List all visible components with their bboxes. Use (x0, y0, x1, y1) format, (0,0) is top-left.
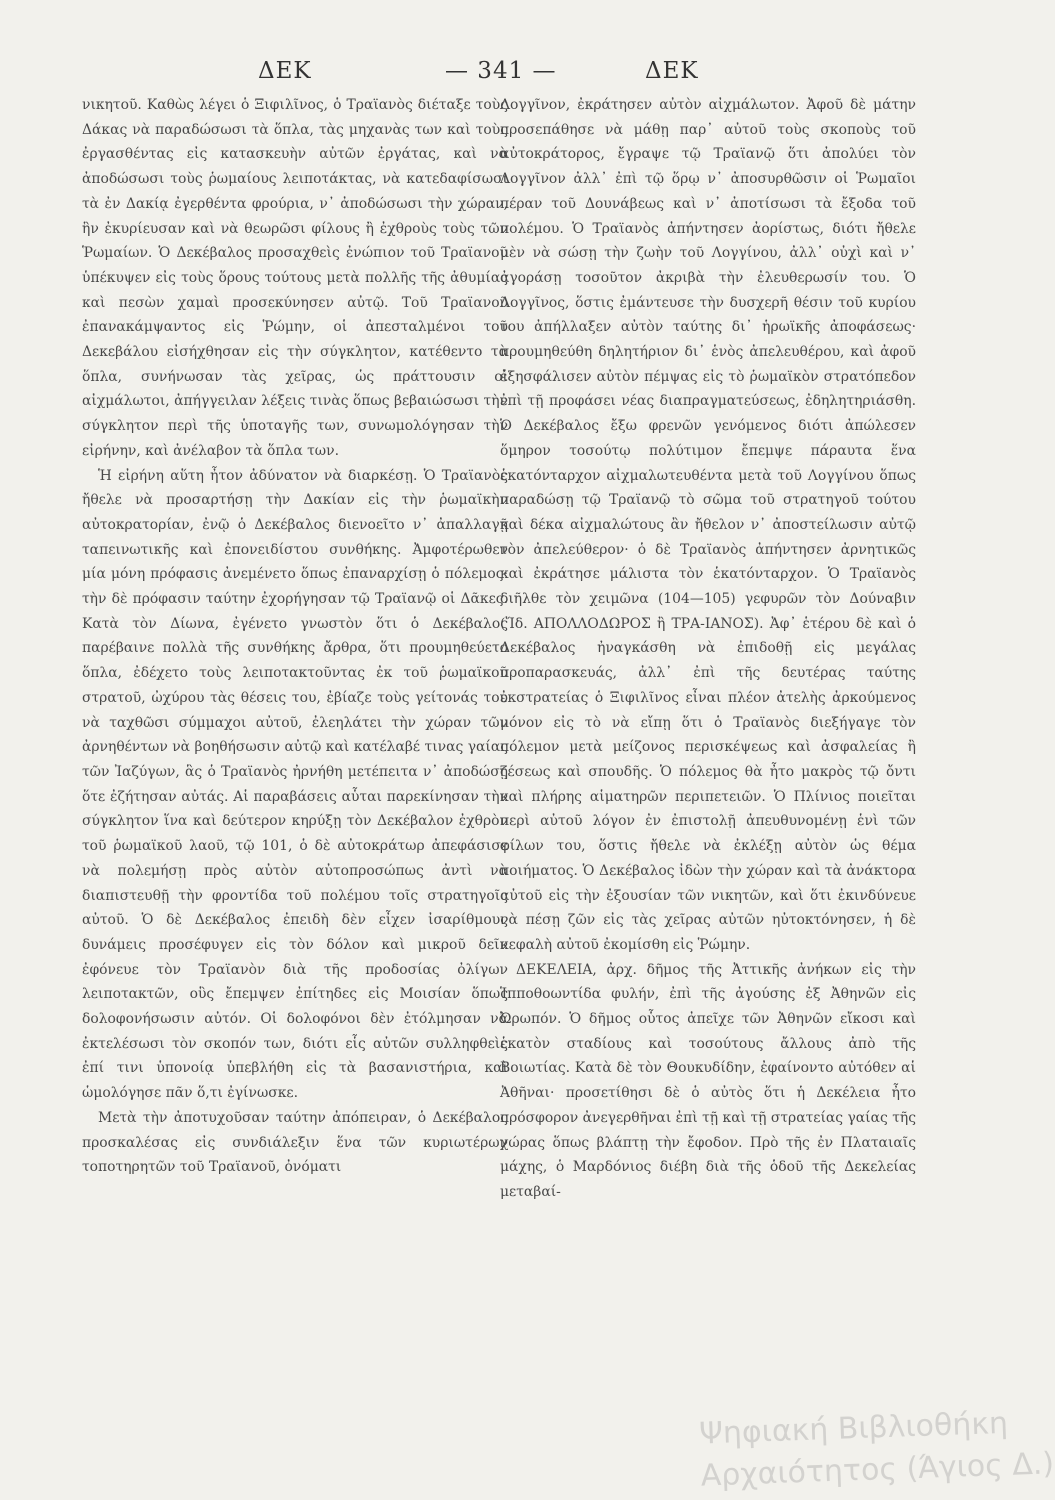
entry-dekeleia: ΔΕΚΕΛΕΙΑ, ἀρχ. δῆμος τῆς Ἀττικῆς ἀνήκων εἰς τὴν Ἱπποθοωντίδα φυλήν, ἐπὶ τῆς ἀγούσης ἐξ Ἀθηνῶν εἰς Ὠρωπόν. Ὁ δῆμος οὗτος ἀπεῖχε τῶν Ἀθηνῶν εἴκοσι καὶ ἑκατὸν σταδίους καὶ τοσούτους ἄλλους ἀπὸ τῆς Βοιωτίας. Κατὰ δὲ τὸν Θουκυδίδην, ἐφαίνοντο αὐτόθεν αἱ Ἀθῆναι· προσετίθησι δὲ ὁ αὐτὸς ὅτι ἡ Δεκέλεια ἦτο πρόσφορον ἀνεγερθῆναι ἐπὶ τῇ καὶ τῇ στρατείας γαίας τῆς χώρας ὅπως βλάπτῃ τὴν ἔφοδον. Πρὸ τῆς ἐν Πλαταιαῖς μάχης, ὁ Μαρδόνιος διέβη διὰ τῆς ὁδοῦ τῆς Δεκελείας μεταβαί- (500, 961, 916, 1200)
right-paragraph-1: Λογγῖνον, ἐκράτησεν αὐτὸν αἰχμάλωτον. Ἀφοῦ δὲ μάτην προσεπάθησε νὰ μάθῃ παρ᾽ αὐτοῦ τοὺς σκοποὺς τοῦ αὐτοκράτορος, ἔγραψε τῷ Τραϊανῷ ὅτι ἀπολύει τὸν Λογγῖνον ἀλλ᾽ ἐπὶ τῷ ὅρῳ ν᾽ ἀποσυρθῶσιν οἱ Ῥωμαῖοι πέραν τοῦ Δουνάβεως καὶ ν᾽ ἀποτίσωσι τὰ ἔξοδα τοῦ πολέμου. Ὁ Τραϊανὸς ἀπήντησεν ἀορίστως, διότι ἤθελε μὲν νὰ σώσῃ τὴν ζωὴν τοῦ Λογγίνου, ἀλλ᾽ οὐχὶ καὶ ν᾽ ἀγοράσῃ τοσοῦτον ἀκριβὰ τὴν ἐλευθερωσίν του. Ὁ Λογγῖνος, ὅστις ἐμάντευσε τὴν δυσχερῆ θέσιν τοῦ κυρίου του ἀπήλλαξεν αὐτὸν ταύτης δι᾽ ἡρωϊκῆς ἀποφάσεως· προυμηθεύθη δηλητήριον δι᾽ ἑνὸς ἀπελευθέρου, καὶ ἀφοῦ ἐξησφάλισεν αὐτὸν πέμψας εἰς τὸ ῥωμαϊκὸν στρατόπεδον ἐπὶ τῇ προφάσει νέας διαπραγματεύσεως, ἐδηλητηριάσθη. Ὁ Δεκέβαλος ἔξω φρενῶν γενόμενος διότι ἀπώλεσεν ὅμηρον τοσούτῳ πολύτιμον ἔπεμψε πάραυτα ἕνα ἑκατόνταρχον αἰχμαλωτευθέντα μετὰ τοῦ Λογγίνου ὅπως παραδώσῃ τῷ Τραϊανῷ τὸ σῶμα τοῦ στρατηγοῦ τούτου καὶ δέκα αἰχμαλώτους ἂν ἤθελον ν᾽ ἀποστείλωσιν αὐτῷ τὸν ἀπελεύθερον· ὁ δὲ Τραϊανὸς ἀπήντησεν ἀρνητικῶς καὶ ἐκράτησε μάλιστα τὸν ἑκατόνταρχον. Ὁ Τραϊανὸς διῆλθε τὸν χειμῶνα (104—105) γεφυρῶν τὸν Δούναβιν (Ἴδ. ΑΠΟΛΛΟΔΩΡΟΣ ἢ ΤΡΑ-ΙΑΝΟΣ). Ἀφ᾽ ἑτέρου δὲ καὶ ὁ Δεκέβαλος ἠναγκάσθη νὰ ἐπιδοθῇ εἰς μεγάλας προπαρασκευάς, ἀλλ᾽ ἐπὶ τῆς δευτέρας ταύτης ἐκστρατείας ὁ Ξιφιλῖνος εἶναι πλέον ἀτελὴς ἀρκούμενος μόνον εἰς τὸ νὰ εἴπῃ ὅτι ὁ Τραϊανὸς διεξήγαγε τὸν πόλεμον μετὰ μείζονος περισκέψεως καὶ ἀσφαλείας ἢ ζέσεως καὶ σπουδῆς. Ὁ πόλεμος θὰ ἦτο μακρὸς τῷ ὄντι καὶ πλήρης αἱματηρῶν περιπετειῶν. Ὁ Πλίνιος ποιεῖται περὶ αὐτοῦ λόγον ἐν ἐπιστολῇ ἀπευθυνομένῃ ἑνὶ τῶν φίλων του, ὅστις ἤθελε νὰ ἐκλέξῃ αὐτὸν ὡς θέμα ποιήματος. Ὁ Δεκέβαλος ἰδὼν τὴν χώραν καὶ τὰ ἀνάκτορα αὐτοῦ εἰς τὴν ἐξουσίαν τῶν νικητῶν, καὶ ὅτι ἐκινδύνευε νὰ πέσῃ ζῶν εἰς τὰς χεῖρας αὐτῶν ηὐτοκτόνησεν, ἡ δὲ κεφαλὴ αὐτοῦ ἐκομίσθη εἰς Ῥώμην. (500, 97, 916, 953)
right-text-column (500, 93, 916, 1205)
header-left-term: ΔΕΚ (258, 58, 312, 84)
left-paragraph-2: Ἡ εἰρήνη αὕτη ἦτον ἀδύνατον νὰ διαρκέσῃ. Ὁ Τραϊανὸς ἤθελε νὰ προσαρτήσῃ τὴν Δακίαν εἰς τὴν ῥωμαϊκὴν αὐτοκρατορίαν, ἐνῷ ὁ Δεκέβαλος διενοεῖτο ν᾽ ἀπαλλαγῇ ταπεινωτικῆς καὶ ἐπονειδίστου συνθήκης. Ἀμφοτέρωθεν μία μόνη πρόφασις ἀνεμένετο ὅπως ἐπαναρχίσῃ ὁ πόλεμος· τὴν δὲ πρόφασιν ταύτην ἐχορήγησαν τῷ Τραϊανῷ οἱ Δᾶκες. Κατὰ τὸν Δίωνα, ἐγένετο γνωστὸν ὅτι ὁ Δεκέβαλος παρέβαινε πολλὰ τῆς συνθήκης ἄρθρα, ὅτι προυμηθεύετο ὅπλα, ἐδέχετο τοὺς λειποτακτοῦντας ἐκ τοῦ ῥωμαϊκοῦ στρατοῦ, ὠχύρου τὰς θέσεις του, ἐβίαζε τοὺς γείτονάς του νὰ ταχθῶσι σύμμαχοι αὐτοῦ, ἐλεηλάτει τὴν χώραν τῶν ἀρνηθέντων νὰ βοηθήσωσιν αὐτῷ καὶ κατέλαβέ τινας γαίας τῶν Ἰαζύγων, ἃς ὁ Τραϊανὸς ἠρνήθη μετέπειτα ν᾽ ἀποδώσῃ ὅτε ἐζήτησαν αὐτάς. Αἱ παραβάσεις αὗται παρεκίνησαν τὴν σύγκλητον ἵνα καὶ δεύτερον κηρύξῃ τὸν Δεκέβαλον ἐχθρὸν τοῦ ῥωμαϊκοῦ λαοῦ, τῷ 101, ὁ δὲ αὐτοκράτωρ ἀπεφάσισε νὰ πολεμήσῃ πρὸς αὐτὸν αὐτοπροσώπως ἀντὶ νὰ διαπιστευθῇ τὴν φροντίδα τοῦ πολέμου τοῖς στρατηγοῖς αὐτοῦ. Ὁ δὲ Δεκέβαλος ἐπειδὴ δὲν εἶχεν ἰσαρίθμους δυνάμεις προσέφυγεν εἰς τὸν δόλον καὶ μικροῦ δεῖν ἐφόνευε τὸν Τραϊανὸν διὰ τῆς προδοσίας ὀλίγων λειποτακτῶν, οὓς ἔπεμψεν ἐπίτηδες εἰς Μοισίαν ὅπως δολοφονήσωσιν αὐτόν. Οἱ δολοφόνοι δὲν ἐτόλμησαν νὰ ἐκτελέσωσι τὸν σκοπόν των, διότι εἷς αὐτῶν συλληφθεὶς ἐπί τινι ὑπονοίᾳ ὑπεβλήθη εἰς τὰ βασανιστήρια, καὶ ὡμολόγησε πᾶν ὅ,τι ἐγίνωσκε. (82, 467, 508, 1102)
left-paragraph-3: Μετὰ τὴν ἀποτυχοῦσαν ταύτην ἀπόπειραν, ὁ Δεκέβαλος προσκαλέσας εἰς συνδιάλεξιν ἕνα τῶν κυριωτέρων τοποτηρητῶν τοῦ Τραϊανοῦ, ὀνόματι (82, 1109, 508, 1176)
left-text-column (82, 93, 508, 1180)
running-header (0, 58, 1004, 94)
left-paragraph-1: νικητοῦ. Καθὼς λέγει ὁ Ξιφιλῖνος, ὁ Τραϊανὸς διέταξε τοὺς Δάκας νὰ παραδώσωσι τὰ ὅπλα, τὰς μηχανὰς των καὶ τοὺς ἐργασθέντας εἰς κατασκευὴν αὐτῶν ἐργάτας, καὶ νὰ ἀποδώσωσι τοὺς ῥωμαίους λειποτάκτας, νὰ κατεδαφίσωσι τὰ ἐν Δακίᾳ ἐγερθέντα φρούρια, ν᾽ ἀποδώσωσι τὴν χώραν, ἣν ἐκυρίευσαν καὶ νὰ θεωρῶσι φίλους ἢ ἐχθροὺς τοὺς τῶν Ῥωμαίων. Ὁ Δεκέβαλος προσαχθεὶς ἐνώπιον τοῦ Τραϊανοῦ ὑπέκυψεν εἰς τοὺς ὅρους τούτους μετὰ πολλῆς τῆς ἀθυμίας καὶ πεσὼν χαμαὶ προσεκύνησεν αὐτῷ. Τοῦ Τραϊανοῦ ἐπανακάμψαντος εἰς Ῥώμην, οἱ ἀπεσταλμένοι τοῦ Δεκεβάλου εἰσήχθησαν εἰς τὴν σύγκλητον, κατέθεντο τὰ ὅπλα, συνήνωσαν τὰς χεῖρας, ὡς πράττουσιν οἱ αἰχμάλωτοι, ἀπήγγειλαν λέξεις τινὰς ὅπως βεβαιώσωσι τὴν σύγκλητον περὶ τῆς ὑποταγῆς των, συνωμολόγησαν τὴν εἰρήνην, καὶ ἀνέλαβον τὰ ὅπλα των. (82, 97, 508, 459)
page-number: — 341 — (445, 58, 557, 84)
library-watermark: Ψηφιακή Βιβλιοθήκη Αρχαιότητος (Άγιος Δ.) (698, 1405, 1055, 1494)
header-right-term: ΔΕΚ (645, 58, 699, 84)
